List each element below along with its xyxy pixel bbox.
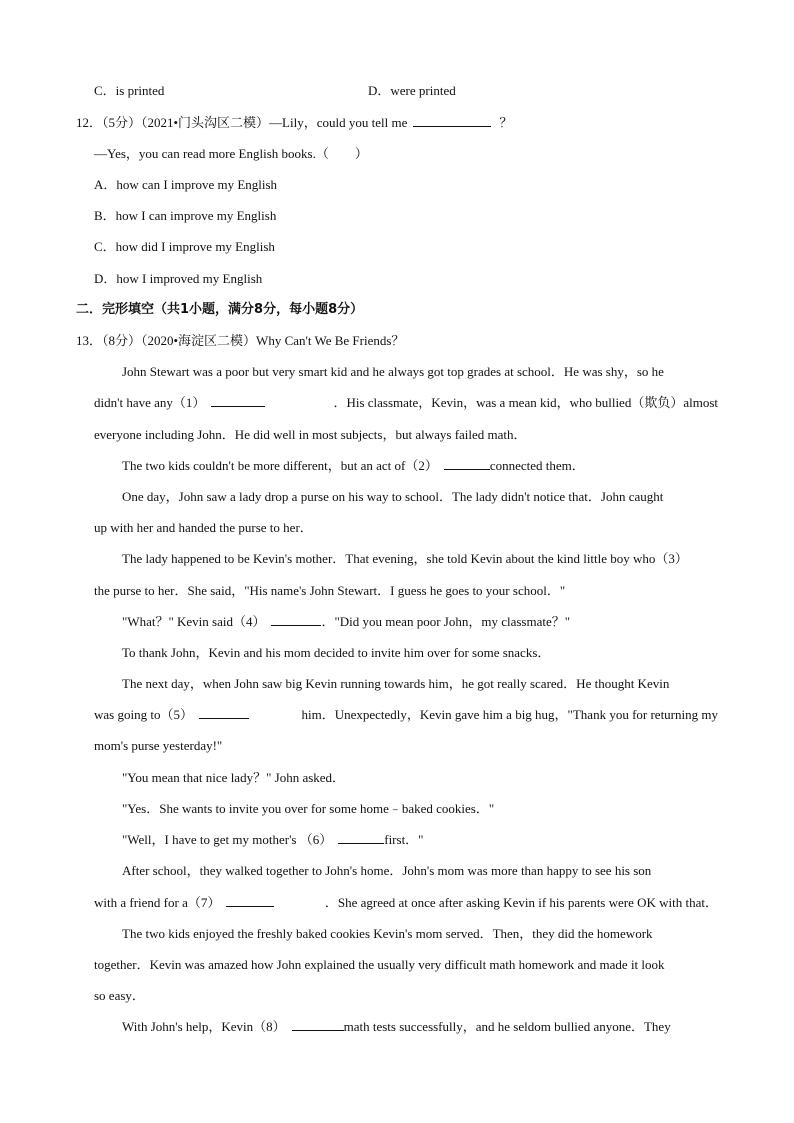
section-title: 二．完形填空（共1小题，满分8分，每小题8分） — [76, 302, 364, 317]
passage-line: together．Kevin was amazed how John explained the usually very difficult math homework and made it look — [94, 957, 665, 972]
q12-stem — [76, 114, 512, 132]
passage-line: The next day，when John saw big Kevin running towards him，he got really scared．He thought Kevin — [122, 676, 670, 691]
passage-line — [94, 706, 718, 724]
passage-text: him．Unexpectedly，Kevin gave him a big hug，"Thank you for returning my — [301, 707, 718, 722]
passage-text: The two kids couldn't be more different，but an act of（2） — [122, 458, 438, 473]
passage-line: everyone including John．He did well in most subjects，but always failed math． — [94, 427, 527, 442]
passage-line — [122, 831, 423, 849]
passage-text: ．His classmate，Kevin，was a mean kid，who bullied（欺负）almost — [333, 395, 718, 410]
passage-text: With John's help，Kevin（8） — [122, 1019, 286, 1034]
q12-option-a: A．how can I improve my English — [94, 177, 278, 192]
passage-line — [94, 894, 718, 912]
passage-line: The lady happened to be Kevin's mother．That evening，she told Kevin about the kind little boy who（3） — [122, 551, 688, 566]
passage-line — [122, 613, 570, 631]
q11-option-c: C．is printed — [94, 83, 165, 98]
passage-text: with a friend for a（7） — [94, 895, 221, 910]
q12-option-d: D．how I improved my English — [94, 271, 263, 286]
passage-line: One day，John saw a lady drop a purse on his way to school．The lady didn't notice that．John caught — [122, 489, 664, 504]
passage-line — [122, 457, 585, 475]
passage-text: "What？" Kevin said（4） — [122, 614, 266, 629]
blank-8[interactable] — [292, 1018, 344, 1031]
passage-line: John Stewart was a poor but very smart kid and he always got top grades at school．He was shy，so he — [122, 364, 664, 379]
passage-line: mom's purse yesterday!" — [94, 738, 223, 753]
blank-4[interactable] — [271, 613, 321, 626]
q12-option-b: B．how I can improve my English — [94, 208, 277, 223]
passage-line: "You mean that nice lady？" John asked． — [122, 770, 346, 785]
blank-5[interactable] — [199, 706, 249, 719]
q11-option-d: D．were printed — [368, 83, 456, 98]
passage-line: To thank John，Kevin and his mom decided to invite him over for some snacks． — [122, 645, 551, 660]
passage-text: didn't have any（1） — [94, 395, 206, 410]
passage-line — [122, 1018, 718, 1036]
q12-option-c: C．how did I improve my English — [94, 239, 275, 254]
q12-answer-line: —Yes，you can read more English books.（ ） — [94, 146, 368, 161]
q12-stem-end: ？ — [499, 115, 513, 130]
passage-line: so easy． — [94, 988, 145, 1003]
passage-line: The two kids enjoyed the freshly baked cookies Kevin's mom served．Then，they did the homework — [122, 926, 653, 941]
passage-line: After school，they walked together to John's home．John's mom was more than happy to see his son — [122, 863, 652, 878]
q13-header: 13．（8分）（2020•海淀区二模）Why Can't We Be Friends？ — [76, 333, 405, 348]
passage-line: "Yes．She wants to invite you over for some home﹣baked cookies．" — [122, 801, 495, 816]
passage-text: first．" — [384, 832, 424, 847]
blank-1[interactable] — [211, 394, 265, 407]
q12-stem-text: 12．（5分）（2021•门头沟区二模）—Lily，could you tell me — [76, 115, 408, 130]
passage-text: math tests successfully，and he seldom bullied anyone．They — [343, 1019, 671, 1034]
passage-text: "Well，I have to get my mother's （6） — [122, 832, 333, 847]
passage-line: up with her and handed the purse to her． — [94, 520, 313, 535]
passage-line: the purse to her．She said，"His name's John Stewart．I guess he goes to your school．" — [94, 583, 566, 598]
passage-text: was going to（5） — [94, 707, 193, 722]
blank-7[interactable] — [226, 894, 274, 907]
answer-blank[interactable] — [413, 114, 491, 127]
passage-line — [94, 394, 718, 412]
blank-6[interactable] — [338, 831, 384, 844]
blank-2[interactable] — [444, 457, 490, 470]
passage-text: ．"Did you mean poor John，my classmate？" — [321, 614, 571, 629]
passage-text: ．She agreed at once after asking Kevin if his parents were OK with that． — [324, 895, 718, 910]
passage-text: connected them． — [489, 458, 585, 473]
